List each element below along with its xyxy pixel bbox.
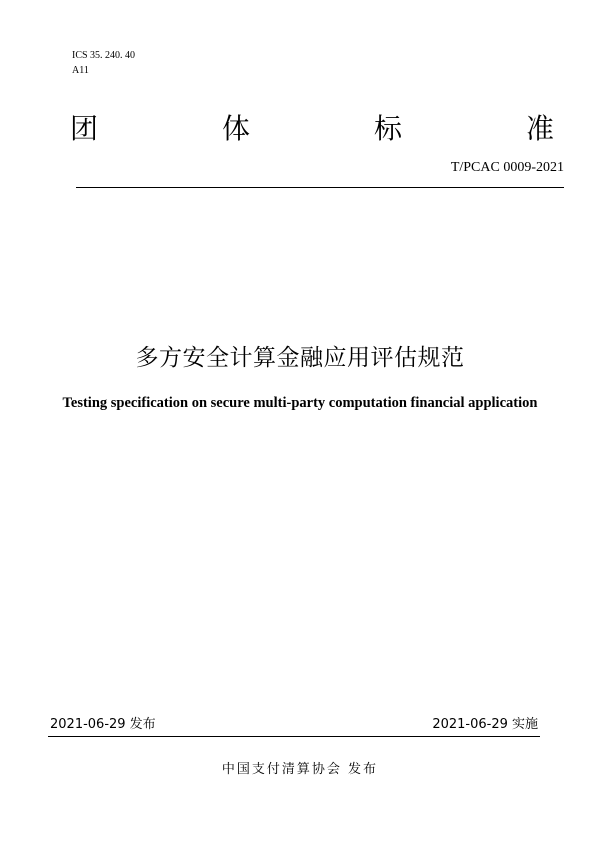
issue-date: 2021-06-29 发布 — [50, 717, 156, 732]
standard-type-char: 体 — [221, 112, 250, 145]
standard-type-char: 团 — [70, 112, 99, 145]
standard-number: T/PCAC 0009-2021 — [450, 160, 564, 175]
ccs-code: A11 — [72, 65, 89, 76]
english-title: Testing specification on secure multi-party computation financial application — [62, 395, 538, 411]
standard-type-heading — [70, 112, 554, 146]
implementation-date: 2021-06-29 实施 — [432, 717, 538, 732]
ics-code: ICS 35. 240. 40 — [72, 50, 136, 61]
chinese-title: 多方安全计算金融应用评估规范 — [135, 345, 465, 371]
publisher: 中国支付清算协会 发布 — [221, 762, 379, 777]
standard-type-char: 准 — [525, 112, 554, 145]
footer-divider — [48, 736, 540, 737]
standard-type-char: 标 — [373, 112, 402, 145]
header-divider — [76, 187, 564, 188]
